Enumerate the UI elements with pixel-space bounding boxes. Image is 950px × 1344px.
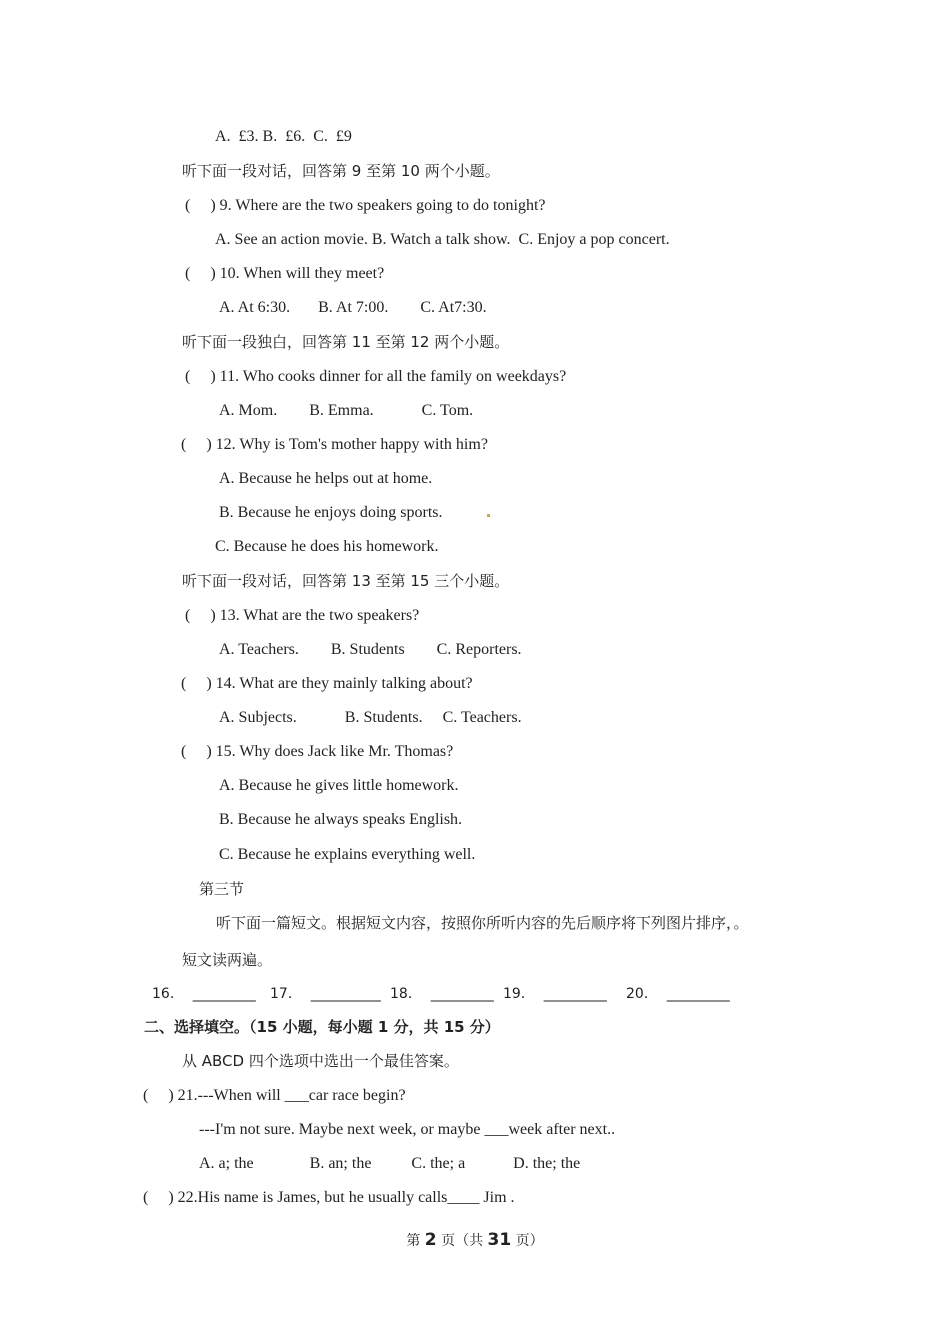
question-15-option-a: A. Because he gives little homework.	[219, 777, 459, 794]
footer-prefix: 第	[406, 1233, 425, 1249]
question-9: ( ) 9. Where are the two speakers going to do tonight?	[185, 197, 546, 214]
question-21-options: A. a; the B. an; the C. the; a D. the; the	[199, 1155, 581, 1172]
footer-middle: 页（共	[436, 1233, 488, 1249]
question-14: ( ) 14. What are they mainly talking about?	[181, 675, 473, 692]
stray-mark	[487, 514, 490, 517]
question-10: ( ) 10. When will they meet?	[185, 265, 385, 282]
question-11: ( ) 11. Who cooks dinner for all the family on weekdays?	[185, 368, 567, 385]
question-11-options: A. Mom. B. Emma. C. Tom.	[219, 402, 474, 419]
section-instruction: 短文读两遍。	[182, 951, 273, 969]
question-12-option-c: C. Because he does his homework.	[215, 538, 439, 555]
answer-blank-16[interactable]: 16． _________	[152, 986, 256, 1002]
answer-blank-20[interactable]: 20． _________	[626, 986, 730, 1002]
part-two-heading: 二、选择填空。（15 小题，每小题 1 分，共 15 分）	[144, 1018, 500, 1036]
question-12-option-a: A. Because he helps out at home.	[219, 470, 433, 487]
section-instruction: 听下面一段对话，回答第 9 至第 10 两个小题。	[182, 162, 500, 180]
part-two-instruction: 从 ABCD 四个选项中选出一个最佳答案。	[182, 1052, 459, 1070]
question-15-option-b: B. Because he always speaks English.	[219, 811, 463, 828]
question-9-options: A. See an action movie. B. Watch a talk show. C. Enjoy a pop concert.	[215, 231, 670, 248]
section-instruction: 听下面一篇短文。根据短文内容，按照你所听内容的先后顺序将下列图片排序，。	[216, 914, 749, 932]
footer-suffix: 页）	[511, 1233, 544, 1249]
question-10-options: A. At 6:30. B. At 7:00. C. At7:30.	[219, 299, 487, 316]
section-instruction: 听下面一段独白，回答第 11 至第 12 两个小题。	[182, 333, 510, 351]
question-12: ( ) 12. Why is Tom's mother happy with him?	[181, 436, 488, 453]
question-13-options: A. Teachers. B. Students C. Reporters.	[219, 641, 522, 658]
question-14-options: A. Subjects. B. Students. C. Teachers.	[219, 709, 522, 726]
section-heading: 第三节	[199, 880, 245, 898]
answer-blank-18[interactable]: 18． _________	[390, 986, 494, 1002]
option-line: A. £3. B. £6. C. £9	[215, 128, 352, 145]
answer-blank-19[interactable]: 19． _________	[503, 986, 607, 1002]
question-12-option-b: B. Because he enjoys doing sports.	[219, 504, 443, 521]
question-21-continuation: ---I'm not sure. Maybe next week, or maybe ___week after next..	[199, 1121, 616, 1138]
question-15: ( ) 15. Why does Jack like Mr. Thomas?	[181, 743, 454, 760]
section-instruction: 听下面一段对话，回答第 13 至第 15 三个小题。	[182, 572, 510, 590]
answer-blank-17[interactable]: 17． __________	[270, 986, 381, 1002]
page-number: 2	[424, 1230, 437, 1250]
question-13: ( ) 13. What are the two speakers?	[185, 607, 420, 624]
page-total: 31	[487, 1230, 512, 1250]
question-22: ( ) 22.His name is James, but he usually calls____ Jim .	[143, 1189, 515, 1206]
question-21: ( ) 21.---When will ___car race begin?	[143, 1087, 406, 1104]
page-footer	[0, 1230, 950, 1250]
question-15-option-c: C. Because he explains everything well.	[219, 846, 476, 863]
